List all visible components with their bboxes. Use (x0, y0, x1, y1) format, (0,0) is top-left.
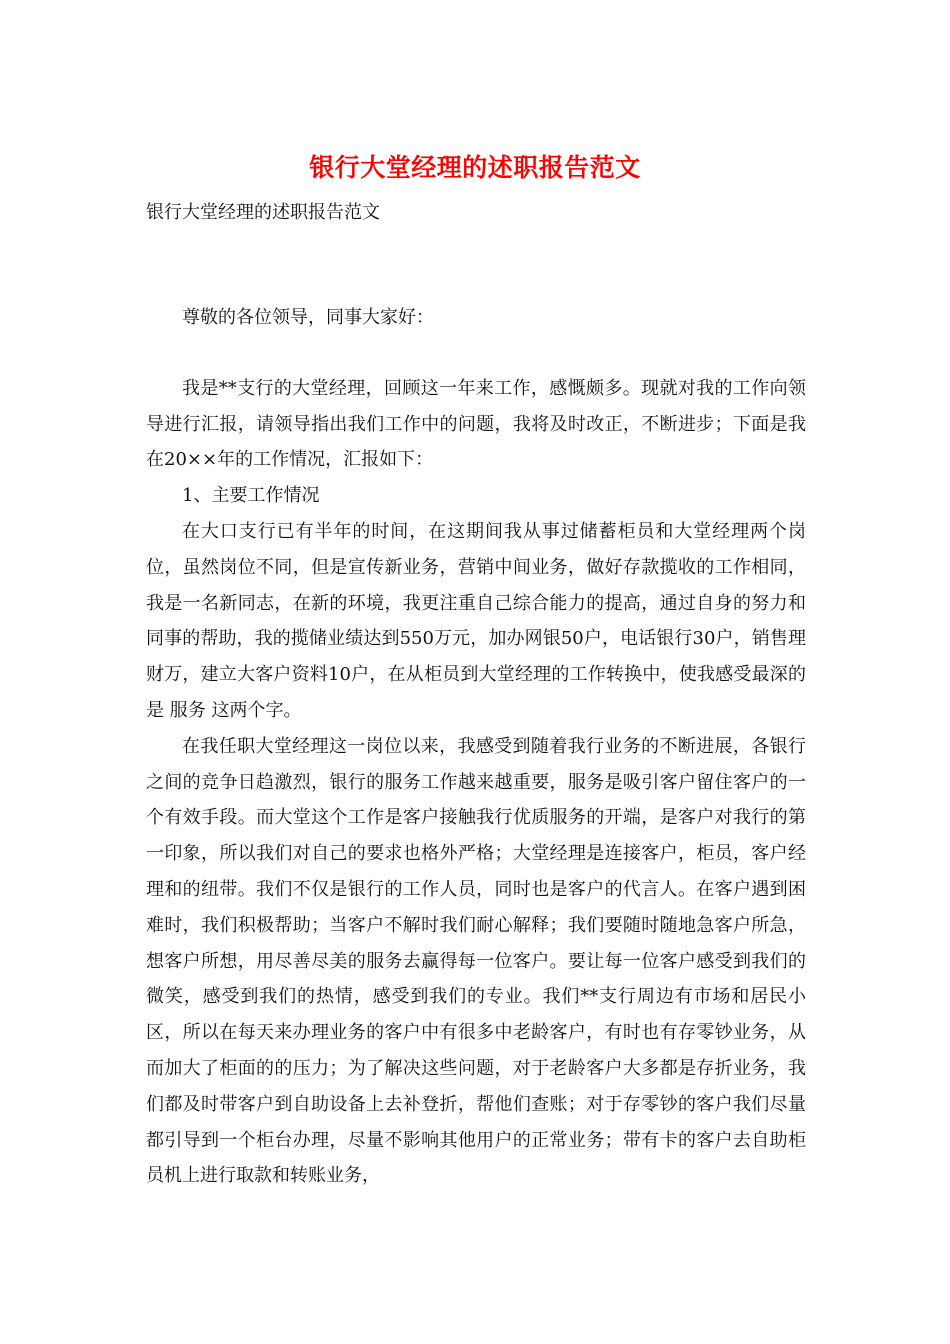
body-paragraph: 在我任职大堂经理这一岗位以来，我感受到随着我行业务的不断进展，各银行之间的竞争日趋激烈，银行的服务工作越来越重要，服务是吸引客户留住客户的一个有效手段。而大堂这个工作是客户接触我行优质服务的开端，是客户对我行的第一印象，所以我们对自己的要求也格外严格；大堂经理是连接客户，柜员，客户经理和的纽带。我们不仅是银行的工作人员，同时也是客户的代言人。在客户遇到困难时，我们积极帮助；当客户不解时我们耐心解释；我们要随时随地急客户所急，想客户所想，用尽善尽美的服务去赢得每一位客户。要让每一位客户感受到我们的微笑，感受到我们的热情，感受到我们的专业。我们**支行周边有市场和居民小区，所以在每天来办理业务的客户中有很多中老龄客户，有时也有存零钞业务，从而加大了柜面的的压力；为了解决这些问题，对于老龄客户大多都是存折业务，我们都及时带客户到自助设备上去补登折，帮他们查账；对于存零钞的客户我们尽量都引导到一个柜台办理，尽量不影响其他用户的正常业务；带有卡的客户去自助柜员机上进行取款和转账业务， (146, 735, 806, 1187)
document-body (146, 300, 806, 1194)
salutation-paragraph: 尊敬的各位领导，同事大家好： (182, 307, 434, 328)
body-paragraph: 在大口支行已有半年的时间，在这期间我从事过储蓄柜员和大堂经理两个岗位，虽然岗位不同，但是宣传新业务，营销中间业务，做好存款揽收的工作相同，我是一名新同志，在新的环境，我更注重自己综合能力的提高，通过自身的努力和同事的帮助，我的揽储业绩达到550万元，加办网银50户，电话银行30户，销售理财万，建立大客户资料10户，在从柜员到大堂经理的工作转换中，使我感受最深的是 服务 这两个字。 (146, 520, 806, 721)
document-subtitle: 银行大堂经理的述职报告范文 (146, 202, 380, 223)
document-title: 银行大堂经理的述职报告范文 (309, 153, 641, 182)
intro-paragraph: 我是**支行的大堂经理，回顾这一年来工作，感慨颇多。现就对我的工作向领导进行汇报，请领导指出我们工作中的问题，我将及时改正，不断进步；下面是我在20××年的工作情况，汇报如下： (146, 377, 806, 471)
section-heading: 1、主要工作情况 (182, 485, 320, 507)
